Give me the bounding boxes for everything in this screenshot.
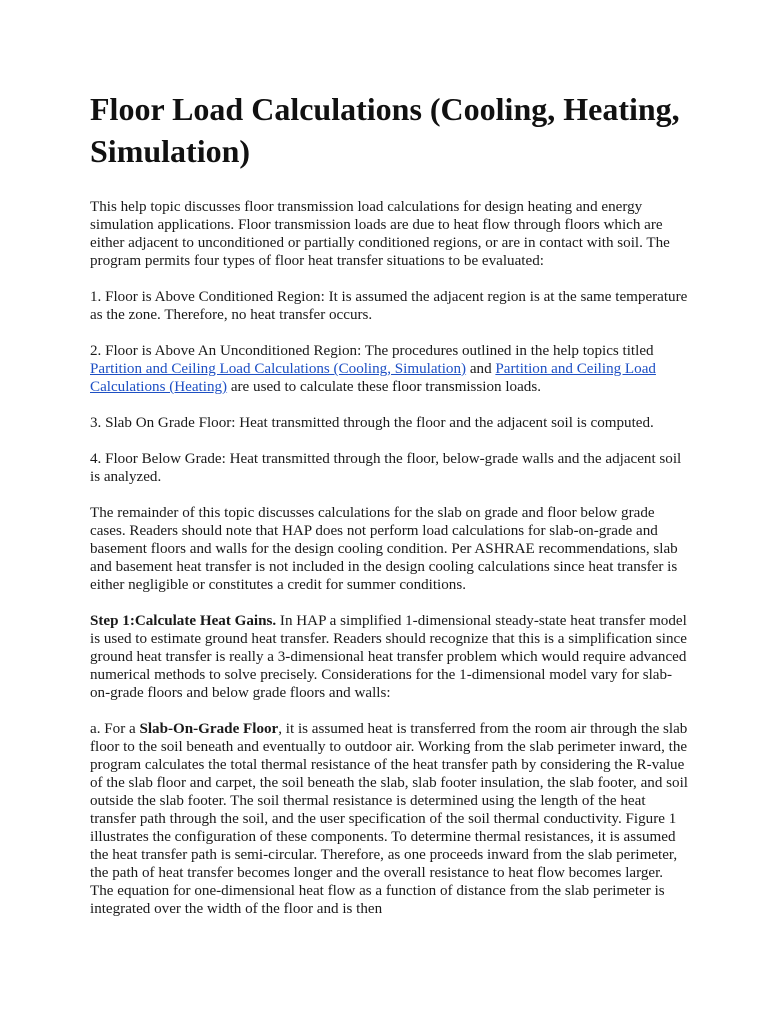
document-page bbox=[90, 88, 690, 936]
page-title: Floor Load Calculations (Cooling, Heating, Simulation) bbox=[90, 91, 680, 169]
item-1-paragraph: 1. Floor is Above Conditioned Region: It is assumed the adjacent region is at the same temperature as the zone. Therefore, no heat transfer occurs. bbox=[90, 289, 688, 323]
para-a-before: a. For a bbox=[90, 721, 140, 737]
item-4-paragraph: 4. Floor Below Grade: Heat transmitted through the floor, below-grade walls and the adjacent soil is analyzed. bbox=[90, 451, 682, 485]
item-2-text-before: 2. Floor is Above An Unconditioned Region: The procedures outlined in the help topics titled bbox=[90, 343, 654, 359]
item-2-paragraph bbox=[90, 342, 690, 396]
slab-on-grade-term: Slab-On-Grade Floor bbox=[139, 721, 279, 737]
step-1-heading: Step 1:Calculate Heat Gains. bbox=[90, 613, 277, 629]
step-1-paragraph bbox=[90, 612, 690, 702]
partition-ceiling-cooling-link[interactable]: Partition and Ceiling Load Calculations (Cooling, Simulation) bbox=[90, 361, 467, 377]
item-2-text-after: are used to calculate these floor transmission loads. bbox=[227, 379, 542, 395]
partition-ceiling-heating-link[interactable]: Partition and Ceiling Load Calculations (Heating) bbox=[90, 361, 656, 395]
step-1-body: In HAP a simplified 1-dimensional steady-state heat transfer model is used to estimate ground heat transfer. Readers should recognize that this is a simplification since ground heat transfer is really a 3-dimensional heat transfer problem which would require advanced numerical methods to solve precisely. Considerations for the 1-dimensional model vary for slab-on-grade floors and below grade floors and walls: bbox=[90, 613, 687, 701]
item-3-paragraph: 3. Slab On Grade Floor: Heat transmitted through the floor and the adjacent soil is computed. bbox=[90, 415, 654, 431]
remainder-paragraph: The remainder of this topic discusses calculations for the slab on grade and floor below grade cases. Readers should note that HAP does not perform load calculations for slab-on-grade and basement floors and walls for the design cooling condition. Per ASHRAE recommendations, slab and basement heat transfer is not included in the design cooling calculations since heat transfer is either negligible or constitutes a credit for summer conditions. bbox=[90, 505, 678, 593]
para-a-after: , it is assumed heat is transferred from the room air through the slab floor to the soil beneath and eventually to outdoor air. Working from the slab perimeter inward, the program calculates the total thermal resistance of the heat transfer path by considering the R-value of the slab floor and carpet, the soil beneath the slab, slab footer insulation, the slab footer, and soil outside the slab footer. The soil thermal resistance is determined using the length of the heat transfer path through the soil, and the user specification of the soil thermal conductivity. Figure 1 illustrates the configuration of these components. To determine thermal resistances, it is assumed the heat transfer path is semi-circular. Therefore, as one proceeds inward from the slab perimeter, the path of heat transfer becomes longer and the overall resistance to heat flow becomes larger. The equation for one-dimensional heat flow as a function of distance from the slab perimeter is integrated over the width of the floor and is then bbox=[90, 721, 688, 917]
slab-on-grade-paragraph bbox=[90, 720, 690, 918]
item-2-text-between: and bbox=[466, 361, 496, 377]
intro-paragraph: This help topic discusses floor transmission load calculations for design heating and energy simulation applications. Floor transmission loads are due to heat flow through floors which are either adjacent to unconditioned or partially conditioned regions, or are in contact with soil. The program permits four types of floor heat transfer situations to be evaluated: bbox=[90, 199, 670, 269]
